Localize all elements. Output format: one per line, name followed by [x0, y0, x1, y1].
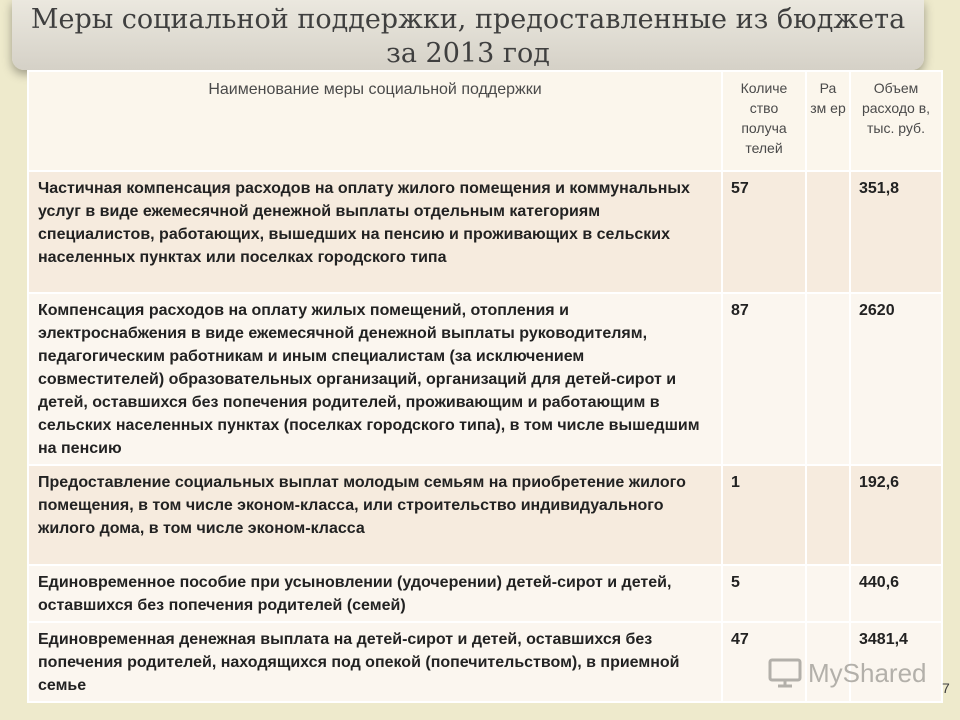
cell-count: 1: [722, 465, 806, 565]
cell-volume: 351,8: [850, 171, 942, 293]
watermark-text: MyShared: [808, 657, 927, 688]
cell-size: [806, 293, 850, 465]
header-recipients-count: Количе ство получа телей: [722, 71, 806, 171]
table-row: [28, 465, 942, 565]
cell-size: [806, 465, 850, 565]
cell-count: 87: [722, 293, 806, 465]
table-row: [28, 565, 942, 622]
cell-measure-name: Частичная компенсация расходов на оплату жилого помещения и коммунальных услуг в виде ежемесячной денежной выплаты отдельным категориям специалистов, работающих, вышедших на пенсию и проживающих в сельских населенных пунктах или поселках городского типа: [28, 171, 722, 293]
support-measures-table: [27, 70, 943, 703]
slide-number: 7: [942, 680, 950, 696]
cell-volume: 3481,4: [850, 622, 942, 702]
cell-measure-name: Единовременная денежная выплата на детей-сирот и детей, оставшихся без попечения родителей, находящихся под опекой (попечительством), в приемной семье: [28, 622, 722, 702]
cell-measure-name: Компенсация расходов на оплату жилых помещений, отопления и электроснабжения в виде ежемесячной денежной выплаты руководителям, педагогическим работникам и иным специалистам (за исключением совместителей) образовательных организаций, организаций для детей-сирот и детей, оставшихся без попечения родителей, проживающим и работающим в сельских населенных пунктах (поселках городского типа), в том числе вышедшим на пенсию: [28, 293, 722, 465]
cell-size: [806, 171, 850, 293]
slide-title: [12, 0, 924, 70]
slide-title-line2: за 2013 год: [386, 38, 550, 69]
table-header-row: [28, 71, 942, 171]
header-expense-volume: Объем расходо в, тыс. руб.: [850, 71, 942, 171]
presentation-board-icon: [768, 658, 802, 688]
cell-volume: 2620: [850, 293, 942, 465]
table-row: [28, 171, 942, 293]
table-row: [28, 293, 942, 465]
header-size: Ра зм ер: [806, 71, 850, 171]
slide-title-line1: Меры социальной поддержки, предоставленные из бюджета: [30, 4, 906, 35]
cell-measure-name: Предоставление социальных выплат молодым семьям на приобретение жилого помещения, в том числе эконом-класса, или строительство индивидуального жилого дома, в том числе эконом-класса: [28, 465, 722, 565]
myshared-watermark: [768, 656, 927, 690]
cell-volume: 192,6: [850, 465, 942, 565]
cell-count: 47: [722, 622, 806, 702]
cell-count: 5: [722, 565, 806, 622]
cell-size: [806, 565, 850, 622]
cell-volume: 440,6: [850, 565, 942, 622]
cell-count: 57: [722, 171, 806, 293]
header-measure-name: Наименование меры социальной поддержки: [28, 71, 722, 171]
cell-measure-name: Единовременное пособие при усыновлении (удочерении) детей-сирот и детей, оставшихся без попечения родителей (семей): [28, 565, 722, 622]
